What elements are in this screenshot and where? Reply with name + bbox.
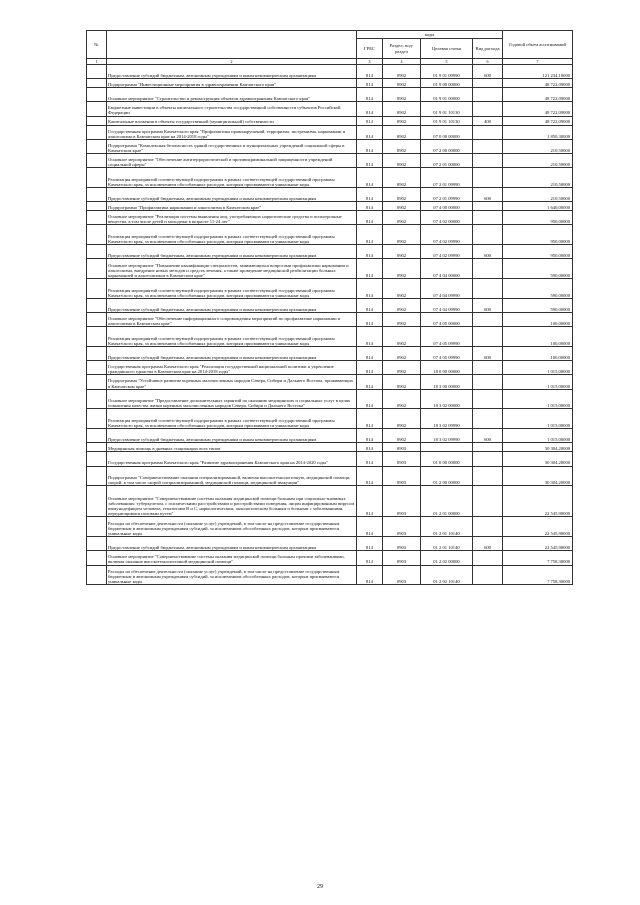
row-name-cell: Расходы на обеспечение деятельности (оказание услуг) учреждений, в том числе на предоставление государственным бюджетным и автономным учреждениям субсидий, за исключением обособленных расходов, которым присваиваются уникальные коды [107, 565, 357, 585]
row-section-cell: 0903 [383, 486, 421, 517]
row-section-cell: 0902 [383, 361, 421, 375]
table-row [87, 327, 573, 347]
table-row [87, 443, 573, 452]
row-amount-cell: 210,50000 [503, 153, 573, 167]
row-target-cell: 07 2 01 09990 [421, 168, 473, 188]
table-row [87, 389, 573, 409]
row-vid-cell [473, 443, 503, 452]
row-num-cell [87, 225, 107, 245]
row-grbs-cell: 814 [357, 517, 383, 537]
row-num-cell [87, 389, 107, 409]
header-amount: Годовой объем ассигнований [503, 31, 573, 59]
row-section-cell: 0902 [383, 327, 421, 347]
row-num-cell [87, 452, 107, 466]
row-section-cell: 0902 [383, 429, 421, 443]
row-grbs-cell: 814 [357, 125, 383, 139]
row-name-cell: Основное мероприятие "Совершенствование системы оказания медицинской помощи больным при социально-значимых заболеваниях: туберкулезом, с психическими расстройствами и расстройствами поведения, лицам инфицированным вирусом иммунодефицита человека, гепатитами B и C, наркологическим, онкологическим больным и больным с заболеваниями, передающимися половым путем" [107, 486, 357, 517]
row-target-cell: 07 4 05 00000 [421, 313, 473, 327]
row-amount-cell: 48 722,09000 [503, 116, 573, 125]
table-row [87, 279, 573, 299]
row-vid-cell [473, 153, 503, 167]
row-target-cell: 01 9 01 10130 [421, 102, 473, 116]
table-body [87, 65, 573, 585]
table-row [87, 486, 573, 517]
table-row [87, 225, 573, 245]
row-section-cell: 0902 [383, 116, 421, 125]
row-name-cell: Расходы на обеспечение деятельности (оказание услуг) учреждений, в том числе на предоставление государственным бюджетным и автономным учреждениям субсидий, за исключением обособленных расходов, которым присваиваются уникальные коды [107, 517, 357, 537]
row-name-cell: Государственная программа Камчатского края "Профилактика правонарушений, терроризма, экстремизма, наркомании и алкоголизма в Камчатском крае на 2014-2018 годы" [107, 125, 357, 139]
row-section-cell: 0903 [383, 537, 421, 551]
row-target-cell: 07 4 02 00000 [421, 211, 473, 225]
row-section-cell: 0903 [383, 565, 421, 585]
table-row [87, 537, 573, 551]
row-vid-cell [473, 202, 503, 211]
table-row [87, 517, 573, 537]
row-target-cell: 07 4 02 09990 [421, 245, 473, 259]
row-grbs-cell: 814 [357, 102, 383, 116]
row-vid-cell [473, 225, 503, 245]
row-grbs-cell: 814 [357, 279, 383, 299]
row-amount-cell: 1 015,00000 [503, 389, 573, 409]
row-grbs-cell: 814 [357, 79, 383, 88]
row-name-cell: Подпрограмма "Устойчивое развитие коренных малочисленных народов Севера, Сибири и Дальнего Востока, проживающих в Камчатском крае" [107, 375, 357, 389]
row-target-cell: 07 4 05 09990 [421, 347, 473, 361]
header-codes: коды [357, 31, 503, 39]
row-grbs-cell: 814 [357, 259, 383, 279]
row-target-cell: 18 0 00 00000 [421, 361, 473, 375]
row-grbs-cell: 814 [357, 375, 383, 389]
row-section-cell: 0902 [383, 65, 421, 79]
row-num-cell [87, 102, 107, 116]
row-grbs-cell: 814 [357, 347, 383, 361]
row-target-cell: 01 2 01 10140 [421, 517, 473, 537]
row-num-cell [87, 65, 107, 79]
row-section-cell: 0902 [383, 347, 421, 361]
row-num-cell [87, 168, 107, 188]
row-name-cell: Подпрограмма "Совершенствование оказания специализированной, включая высокотехнологичную, медицинской помощи, скорой, в том числе скорой специализированной, медицинской помощи, медицинской эвакуации" [107, 466, 357, 486]
row-num-cell [87, 245, 107, 259]
row-grbs-cell: 814 [357, 65, 383, 79]
row-target-cell: 07 2 00 00000 [421, 139, 473, 153]
table-row [87, 202, 573, 211]
row-section-cell: 0903 [383, 466, 421, 486]
row-target-cell: 07 0 00 00000 [421, 125, 473, 139]
row-grbs-cell: 814 [357, 551, 383, 565]
row-name-cell: Предоставление субсидий бюджетным, автономным учреждениям и иным некоммерческим организациям [107, 245, 357, 259]
row-num-cell [87, 443, 107, 452]
row-grbs-cell: 814 [357, 389, 383, 409]
row-grbs-cell: 814 [357, 486, 383, 517]
row-target-cell: 18 3 02 00000 [421, 389, 473, 409]
table-row [87, 347, 573, 361]
row-grbs-cell: 814 [357, 409, 383, 429]
row-num-cell [87, 79, 107, 88]
row-amount-cell: 22 545,90000 [503, 537, 573, 551]
row-target-cell: 01 9 01 00000 [421, 88, 473, 102]
row-amount-cell: 950,00000 [503, 225, 573, 245]
table-row [87, 313, 573, 327]
row-target-cell [421, 443, 473, 452]
table-row [87, 168, 573, 188]
row-name-cell: Реализация мероприятий соответствующей подпрограммы в рамках соответствующей государственной программы Камчатского края, за исключением обособленных расходов, которым присваиваются уникальные коды [107, 168, 357, 188]
row-section-cell: 0902 [383, 153, 421, 167]
table-row [87, 565, 573, 585]
row-vid-cell: 400 [473, 116, 503, 125]
table-row [87, 125, 573, 139]
row-target-cell: 01 9 00 00000 [421, 79, 473, 88]
row-name-cell: Предоставление субсидий бюджетным, автономным учреждениям и иным некоммерческим организациям [107, 65, 357, 79]
row-vid-cell: 600 [473, 298, 503, 312]
row-target-cell: 18 3 02 09990 [421, 429, 473, 443]
row-section-cell: 0902 [383, 139, 421, 153]
row-name-cell: Основное мероприятие "Совершенствование системы оказания медицинской помощи больным прочими заболеваниями, включая оказание высокотехнологичной медицинской помощи" [107, 551, 357, 565]
row-num-cell [87, 327, 107, 347]
row-amount-cell: 1 015,00000 [503, 361, 573, 375]
row-vid-cell [473, 125, 503, 139]
row-grbs-cell: 814 [357, 443, 383, 452]
row-num-cell [87, 565, 107, 585]
row-vid-cell [473, 279, 503, 299]
row-name-cell: Основное мероприятие "Предоставление дополнительных гарантий по оказанию медицинских и социальных услуг в целях повышения качества жизни коренных малочисленных народов Севера, Сибири и Дальнего Востока" [107, 389, 357, 409]
row-name-cell: Капитальные вложения в объекты государственной (муниципальной) собственности [107, 116, 357, 125]
row-name-cell: Бюджетные инвестиции в объекты капитального строительства государственной собственности субъектов Российской Федерации [107, 102, 357, 116]
index-cell: 4 [383, 59, 421, 65]
row-section-cell: 0903 [383, 517, 421, 537]
row-name-cell: Предоставление субсидий бюджетным, автономным учреждениям и иным некоммерческим организациям [107, 347, 357, 361]
row-target-cell: 01 9 01 09990 [421, 65, 473, 79]
row-section-cell: 0902 [383, 187, 421, 201]
row-num-cell [87, 347, 107, 361]
row-name-cell: Подпрограмма "Комплексная безопасность зданий государственных и муниципальных учреждений социальной сферы в Камчатском крае" [107, 139, 357, 153]
row-grbs-cell: 814 [357, 452, 383, 466]
row-num-cell [87, 202, 107, 211]
row-num-cell [87, 88, 107, 102]
row-name-cell: Реализация мероприятий соответствующей подпрограммы в рамках соответствующей государственной программы Камчатского края, за исключением обособленных расходов, которым присваиваются уникальные коды [107, 327, 357, 347]
row-num-cell [87, 279, 107, 299]
row-target-cell: 01 2 02 10140 [421, 565, 473, 585]
index-cell: 6 [473, 59, 503, 65]
row-grbs-cell: 814 [357, 153, 383, 167]
row-num-cell [87, 551, 107, 565]
row-name-cell: Подпрограмма "Инвестиционные мероприятия в здравоохранении Камчатского края" [107, 79, 357, 88]
row-grbs-cell: 814 [357, 245, 383, 259]
table-row [87, 452, 573, 466]
row-target-cell: 07 2 01 00000 [421, 153, 473, 167]
row-target-cell: 07 4 04 09990 [421, 279, 473, 299]
row-amount-cell: 590,00000 [503, 259, 573, 279]
table-row [87, 65, 573, 79]
row-amount-cell: 1 015,00000 [503, 409, 573, 429]
row-target-cell: 07 4 05 09990 [421, 327, 473, 347]
row-vid-cell [473, 102, 503, 116]
row-name-cell: Предоставление субсидий бюджетным, автономным учреждениям и иным некоммерческим организациям [107, 537, 357, 551]
table-row [87, 375, 573, 389]
row-vid-cell [473, 517, 503, 537]
row-num-cell [87, 517, 107, 537]
row-vid-cell: 600 [473, 537, 503, 551]
budget-table [86, 30, 573, 585]
table-row [87, 187, 573, 201]
row-target-cell: 07 4 04 00000 [421, 259, 473, 279]
row-name-cell: Медицинская помощь в дневных стационарах всех типов [107, 443, 357, 452]
row-amount-cell: 950,00000 [503, 211, 573, 225]
row-target-cell: 18 3 02 09990 [421, 409, 473, 429]
row-section-cell: 0903 [383, 443, 421, 452]
row-grbs-cell: 814 [357, 202, 383, 211]
row-grbs-cell: 814 [357, 313, 383, 327]
row-num-cell [87, 211, 107, 225]
row-amount-cell: 210,50000 [503, 187, 573, 201]
row-name-cell: Предоставление субсидий бюджетным, автономным учреждениям и иным некоммерческим организациям [107, 187, 357, 201]
row-vid-cell [473, 389, 503, 409]
page-number: 29 [317, 884, 323, 890]
row-amount-cell: 100,00000 [503, 327, 573, 347]
row-vid-cell [473, 565, 503, 585]
row-grbs-cell: 814 [357, 139, 383, 153]
row-vid-cell [473, 88, 503, 102]
row-grbs-cell: 814 [357, 429, 383, 443]
row-grbs-cell: 814 [357, 298, 383, 312]
row-vid-cell [473, 409, 503, 429]
index-cell: 2 [107, 59, 357, 65]
row-grbs-cell: 814 [357, 225, 383, 245]
index-cell: 5 [421, 59, 473, 65]
table-row [87, 551, 573, 565]
row-num-cell [87, 486, 107, 517]
row-target-cell: 01 2 02 00000 [421, 551, 473, 565]
row-target-cell: 07 2 01 09990 [421, 187, 473, 201]
row-section-cell: 0902 [383, 79, 421, 88]
row-target-cell: 01 9 01 10130 [421, 116, 473, 125]
row-name-cell: Реализация мероприятий соответствующей подпрограммы в рамках соответствующей государственной программы Камчатского края, за исключением обособленных расходов, которым присваиваются уникальные коды [107, 409, 357, 429]
row-target-cell: 18 3 00 00000 [421, 375, 473, 389]
row-amount-cell: 121 234,10000 [503, 65, 573, 79]
header-num: № [87, 31, 107, 59]
table-row [87, 466, 573, 486]
row-amount-cell: 100,00000 [503, 313, 573, 327]
row-vid-cell [473, 361, 503, 375]
row-num-cell [87, 153, 107, 167]
row-num-cell [87, 125, 107, 139]
row-name-cell: Основное мероприятие "Повышение квалификации специалистов, занимающихся вопросами профилактики наркомании и алкоголизма, внедрение новых методов и средств лечения, а также проведение медицинской реабилитации больных наркоманией и алкоголизмом в Камчатском крае" [107, 259, 357, 279]
row-vid-cell [473, 327, 503, 347]
row-grbs-cell: 814 [357, 168, 383, 188]
row-amount-cell: 7 758,30000 [503, 551, 573, 565]
row-num-cell [87, 298, 107, 312]
row-grbs-cell: 814 [357, 466, 383, 486]
row-vid-cell: 600 [473, 245, 503, 259]
row-grbs-cell: 814 [357, 88, 383, 102]
row-section-cell: 0903 [383, 452, 421, 466]
table-row [87, 102, 573, 116]
row-amount-cell: 590,00000 [503, 298, 573, 312]
row-amount-cell: 7 758,30000 [503, 565, 573, 585]
budget-table-sheet [86, 30, 572, 585]
row-num-cell [87, 116, 107, 125]
row-name-cell: Государственная программа Камчатского края "Реализация государственной национальной политики и укрепление гражданского единства в Камчатском крае на 2014-2018 годы" [107, 361, 357, 375]
index-cell: 7 [503, 59, 573, 65]
row-amount-cell: 48 722,09000 [503, 79, 573, 88]
row-vid-cell [473, 486, 503, 517]
row-target-cell: 01 2 00 00000 [421, 466, 473, 486]
row-target-cell: 07 4 02 09990 [421, 225, 473, 245]
header-grbs: ГРБС [357, 39, 383, 59]
row-vid-cell [473, 79, 503, 88]
row-name-cell: Реализация мероприятий соответствующей подпрограммы в рамках соответствующей государственной программы Камчатского края, за исключением обособленных расходов, которым присваиваются уникальные коды [107, 279, 357, 299]
header-vid: Вид расхода [473, 39, 503, 59]
table-row [87, 245, 573, 259]
row-name-cell: Государственная программа Камчатского края "Развитие здравоохранения Камчатского края на 2014-2020 годы" [107, 452, 357, 466]
row-section-cell: 0902 [383, 102, 421, 116]
row-name-cell: Реализация мероприятий соответствующей подпрограммы в рамках соответствующей государственной программы Камчатского края, за исключением обособленных расходов, которым присваиваются уникальные коды [107, 225, 357, 245]
row-vid-cell [473, 139, 503, 153]
row-amount-cell: 22 545,90000 [503, 486, 573, 517]
row-grbs-cell: 814 [357, 565, 383, 585]
row-section-cell: 0902 [383, 279, 421, 299]
table-row [87, 116, 573, 125]
row-section-cell: 0902 [383, 225, 421, 245]
row-section-cell: 0902 [383, 389, 421, 409]
row-section-cell: 0902 [383, 313, 421, 327]
row-vid-cell [473, 466, 503, 486]
row-name-cell: Основное мероприятие "Обеспечение антитеррористической и противокриминальной защищенности учреждений социальной сферы" [107, 153, 357, 167]
table-row [87, 79, 573, 88]
row-amount-cell: 30 304,20000 [503, 443, 573, 452]
row-num-cell [87, 466, 107, 486]
row-section-cell: 0902 [383, 168, 421, 188]
row-amount-cell: 30 304,20000 [503, 452, 573, 466]
row-vid-cell [473, 452, 503, 466]
row-name-cell: Подпрограмма "Профилактика наркомании и алкоголизма в Камчатском крае" [107, 202, 357, 211]
row-vid-cell: 600 [473, 65, 503, 79]
row-amount-cell: 48 722,09000 [503, 102, 573, 116]
index-cell: 3 [357, 59, 383, 65]
header-target: Целевая статья [421, 39, 473, 59]
row-num-cell [87, 313, 107, 327]
row-target-cell: 07 4 00 00000 [421, 202, 473, 211]
row-grbs-cell: 814 [357, 537, 383, 551]
row-vid-cell [473, 375, 503, 389]
row-section-cell: 0902 [383, 375, 421, 389]
table-row [87, 409, 573, 429]
row-amount-cell: 210,50000 [503, 139, 573, 153]
row-amount-cell: 1 015,00000 [503, 375, 573, 389]
row-section-cell: 0902 [383, 245, 421, 259]
row-amount-cell: 48 722,09000 [503, 88, 573, 102]
row-num-cell [87, 139, 107, 153]
row-amount-cell: 590,00000 [503, 279, 573, 299]
row-amount-cell: 1 850,30000 [503, 125, 573, 139]
row-amount-cell: 22 545,90000 [503, 517, 573, 537]
table-row [87, 361, 573, 375]
row-section-cell: 0903 [383, 551, 421, 565]
row-section-cell: 0902 [383, 409, 421, 429]
header-section: Раздел, под-раздел [383, 39, 421, 59]
header-name [107, 31, 357, 59]
row-amount-cell: 1 640,00000 [503, 202, 573, 211]
row-section-cell: 0902 [383, 125, 421, 139]
row-num-cell [87, 409, 107, 429]
table-row [87, 259, 573, 279]
row-num-cell [87, 429, 107, 443]
row-grbs-cell: 814 [357, 187, 383, 201]
row-section-cell: 0902 [383, 211, 421, 225]
row-vid-cell [473, 168, 503, 188]
row-target-cell: 07 4 04 09990 [421, 298, 473, 312]
row-vid-cell [473, 211, 503, 225]
table-row [87, 298, 573, 312]
row-num-cell [87, 375, 107, 389]
row-num-cell [87, 259, 107, 279]
row-target-cell: 01 2 01 10140 [421, 537, 473, 551]
table-row [87, 153, 573, 167]
row-section-cell: 0902 [383, 202, 421, 211]
row-grbs-cell: 814 [357, 361, 383, 375]
row-amount-cell: 1 015,00000 [503, 429, 573, 443]
row-vid-cell [473, 259, 503, 279]
index-cell: 1 [87, 59, 107, 65]
row-name-cell: Основное мероприятие "Реализация системы выявления лиц, употребляющих наркотические средства и психотропные вещества, в том числе детей и молодежи в возрасте 11-24 лет" [107, 211, 357, 225]
row-grbs-cell: 814 [357, 211, 383, 225]
row-num-cell [87, 537, 107, 551]
row-num-cell [87, 361, 107, 375]
row-name-cell: Основное мероприятие "Строительство и реконструкция объектов здравоохранения Камчатского края" [107, 88, 357, 102]
table-row [87, 88, 573, 102]
table-row [87, 429, 573, 443]
row-amount-cell: 30 304,20000 [503, 466, 573, 486]
row-grbs-cell: 814 [357, 327, 383, 347]
row-amount-cell: 950,00000 [503, 245, 573, 259]
row-name-cell: Предоставление субсидий бюджетным, автономным учреждениям и иным некоммерческим организациям [107, 429, 357, 443]
row-target-cell: 01 0 00 00000 [421, 452, 473, 466]
row-amount-cell: 210,50000 [503, 168, 573, 188]
row-num-cell [87, 187, 107, 201]
row-section-cell: 0902 [383, 259, 421, 279]
row-vid-cell: 600 [473, 187, 503, 201]
row-vid-cell: 600 [473, 347, 503, 361]
row-name-cell: Основное мероприятие "Обеспечение информационного сопровождения мероприятий по профилактике наркомании и алкоголизма в Камчатском крае" [107, 313, 357, 327]
row-section-cell: 0902 [383, 298, 421, 312]
row-name-cell: Предоставление субсидий бюджетным, автономным учреждениям и иным некоммерческим организациям [107, 298, 357, 312]
row-section-cell: 0902 [383, 88, 421, 102]
row-amount-cell: 100,00000 [503, 347, 573, 361]
table-row [87, 139, 573, 153]
table-row [87, 211, 573, 225]
row-grbs-cell: 814 [357, 116, 383, 125]
row-vid-cell: 600 [473, 429, 503, 443]
row-vid-cell [473, 551, 503, 565]
row-vid-cell [473, 313, 503, 327]
row-target-cell: 01 2 01 00000 [421, 486, 473, 517]
